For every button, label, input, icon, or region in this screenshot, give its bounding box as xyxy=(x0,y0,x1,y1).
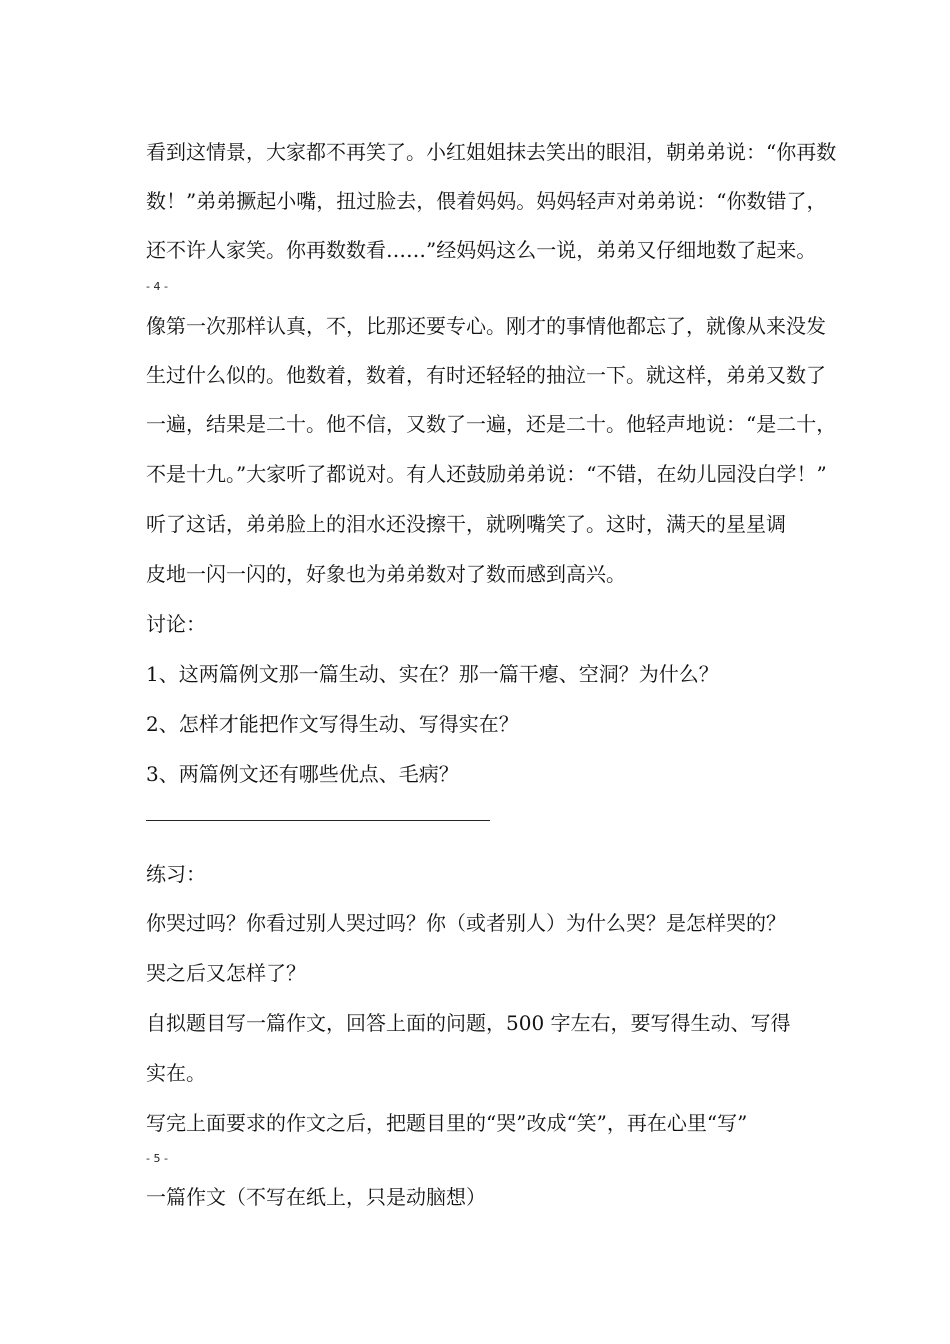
page-number: - 5 - xyxy=(146,1152,168,1165)
exercise-heading: 练习： xyxy=(146,862,206,886)
text-line: 皮地一闪一闪的，好象也为弟弟数对了数而感到高兴。 xyxy=(146,562,626,586)
discussion-item: 2、怎样才能把作文写得生动、写得实在？ xyxy=(146,712,519,736)
exercise-line: 写完上面要求的作文之后，把题目里的“哭”改成“笑”，再在心里“写” xyxy=(146,1111,748,1135)
text-line: 数！”弟弟撅起小嘴，扭过脸去，偎着妈妈。妈妈轻声对弟弟说：“你数错了， xyxy=(146,189,827,213)
text-line: 像第一次那样认真，不，比那还要专心。刚才的事情他都忘了，就像从来没发 xyxy=(146,314,826,338)
exercise-line: 实在。 xyxy=(146,1061,206,1085)
text-line: 还不许人家笑。你再数数看……”经妈妈这么一说，弟弟又仔细地数了起来。 xyxy=(146,238,817,262)
text-line: 看到这情景，大家都不再笑了。小红姐姐抹去笑出的眼泪，朝弟弟说：“你再数 xyxy=(146,140,837,164)
text-line: 生过什么似的。他数着，数着，有时还轻轻的抽泣一下。就这样，弟弟又数了 xyxy=(146,363,826,387)
text-line: 听了这话，弟弟脸上的泪水还没擦干，就咧嘴笑了。这时，满天的星星调 xyxy=(146,512,786,536)
discussion-heading: 讨论： xyxy=(146,612,206,636)
text-line: 一遍，结果是二十。他不信，又数了一遍，还是二十。他轻声地说：“是二十， xyxy=(146,412,837,436)
final-line: 一篇作文（不写在纸上，只是动脑想） xyxy=(146,1185,486,1209)
page-number: - 4 - xyxy=(146,280,168,293)
exercise-line: 自拟题目写一篇作文，回答上面的问题，500 字左右，要写得生动、写得 xyxy=(146,1011,791,1035)
discussion-item: 3、两篇例文还有哪些优点、毛病？ xyxy=(146,762,459,786)
discussion-item: 1、这两篇例文那一篇生动、实在？那一篇干瘪、空洞？为什么？ xyxy=(146,662,719,686)
text-line: 不是十九。”大家听了都说对。有人还鼓励弟弟说：“不错，在幼儿园没白学！” xyxy=(146,462,827,486)
exercise-line: 哭之后又怎样了？ xyxy=(146,961,306,985)
exercise-line: 你哭过吗？你看过别人哭过吗？你（或者别人）为什么哭？是怎样哭的？ xyxy=(146,911,786,935)
section-divider xyxy=(146,820,490,821)
